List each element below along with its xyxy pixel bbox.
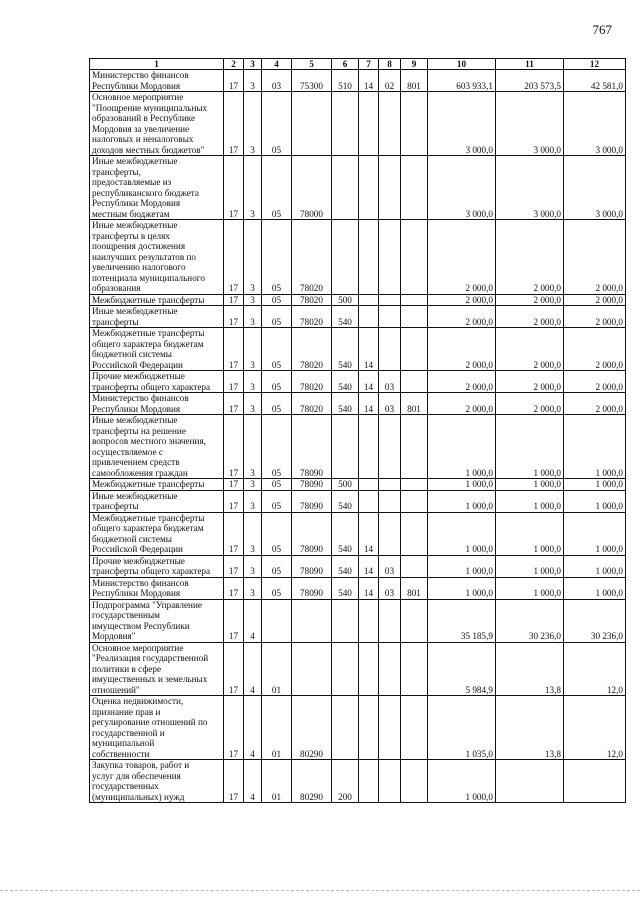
- page-number: 767: [592, 22, 612, 37]
- value-cell: [332, 220, 359, 295]
- value-cell: 500: [332, 294, 359, 306]
- table-row: [90, 371, 626, 393]
- value-cell: 5 984,9: [428, 642, 496, 696]
- value-cell: 1 000,0: [496, 490, 564, 512]
- value-cell: 78090: [292, 479, 332, 491]
- value-cell: 1 000,0: [428, 490, 496, 512]
- value-cell: 1 000,0: [564, 512, 626, 555]
- value-cell: 14: [359, 393, 379, 415]
- value-cell: 2 000,0: [564, 371, 626, 393]
- value-cell: 02: [379, 70, 401, 92]
- value-cell: [401, 92, 428, 156]
- table-row: [90, 306, 626, 328]
- value-cell: [401, 490, 428, 512]
- header-cell: 7: [359, 59, 379, 70]
- header-cell: 9: [401, 59, 428, 70]
- value-cell: 2 000,0: [428, 294, 496, 306]
- value-cell: 1 000,0: [428, 415, 496, 479]
- value-cell: 05: [262, 371, 292, 393]
- value-cell: 1 000,0: [496, 512, 564, 555]
- value-cell: 3: [244, 512, 262, 555]
- value-cell: 01: [262, 696, 292, 760]
- header-cell: 8: [379, 59, 401, 70]
- row-name-cell: Основное мероприятие "Реализация государственной политики в сфере имущественных и земельных отношений": [90, 642, 224, 696]
- value-cell: [359, 479, 379, 491]
- value-cell: 78020: [292, 393, 332, 415]
- header-cell: 3: [244, 59, 262, 70]
- value-cell: [359, 642, 379, 696]
- value-cell: [401, 294, 428, 306]
- value-cell: 17: [224, 70, 244, 92]
- value-cell: [401, 156, 428, 220]
- value-cell: 13,8: [496, 696, 564, 760]
- value-cell: [359, 92, 379, 156]
- value-cell: 3: [244, 156, 262, 220]
- value-cell: [379, 220, 401, 295]
- value-cell: 05: [262, 156, 292, 220]
- value-cell: [401, 555, 428, 577]
- table-row: [90, 512, 626, 555]
- value-cell: 3: [244, 371, 262, 393]
- value-cell: 801: [401, 577, 428, 599]
- table-row: [90, 415, 626, 479]
- value-cell: 05: [262, 555, 292, 577]
- value-cell: 3: [244, 306, 262, 328]
- header-cell: 12: [564, 59, 626, 70]
- row-name-cell: Иные межбюджетные трансферты, предоставляемые из республиканского бюджета Республики Мордовия местным бюджетам: [90, 156, 224, 220]
- row-name-cell: Межбюджетные трансферты: [90, 294, 224, 306]
- value-cell: 17: [224, 577, 244, 599]
- value-cell: 78020: [292, 371, 332, 393]
- value-cell: 78090: [292, 512, 332, 555]
- value-cell: 17: [224, 306, 244, 328]
- value-cell: 2 000,0: [428, 371, 496, 393]
- value-cell: 05: [262, 92, 292, 156]
- value-cell: 2 000,0: [564, 393, 626, 415]
- row-name-cell: Иные межбюджетные трансферты: [90, 306, 224, 328]
- value-cell: 14: [359, 512, 379, 555]
- value-cell: [292, 642, 332, 696]
- value-cell: [379, 306, 401, 328]
- value-cell: [379, 490, 401, 512]
- table-row: [90, 294, 626, 306]
- row-name-cell: Закупка товаров, работ и услуг для обеспечения государственных (муниципальных) нужд: [90, 760, 224, 803]
- header-cell: 2: [224, 59, 244, 70]
- row-name-cell: Межбюджетные трансферты общего характера бюджетам бюджетной системы Российской Федерации: [90, 512, 224, 555]
- value-cell: [401, 599, 428, 642]
- value-cell: 2 000,0: [496, 294, 564, 306]
- value-cell: 17: [224, 490, 244, 512]
- value-cell: 05: [262, 512, 292, 555]
- value-cell: [379, 328, 401, 371]
- value-cell: 1 000,0: [428, 512, 496, 555]
- value-cell: 17: [224, 479, 244, 491]
- value-cell: 4: [244, 599, 262, 642]
- value-cell: [292, 599, 332, 642]
- value-cell: [359, 760, 379, 803]
- value-cell: 2 000,0: [428, 393, 496, 415]
- value-cell: [401, 696, 428, 760]
- table-row: [90, 328, 626, 371]
- value-cell: 3 000,0: [564, 156, 626, 220]
- value-cell: 2 000,0: [428, 306, 496, 328]
- row-name-cell: Прочие межбюджетные трансферты общего характера: [90, 555, 224, 577]
- value-cell: 80290: [292, 696, 332, 760]
- row-name-cell: Министерство финансов Республики Мордовия: [90, 70, 224, 92]
- table-row: [90, 760, 626, 803]
- value-cell: 540: [332, 512, 359, 555]
- budget-table: [89, 58, 626, 803]
- value-cell: 1 000,0: [564, 555, 626, 577]
- table-row: [90, 555, 626, 577]
- value-cell: [564, 760, 626, 803]
- value-cell: 2 000,0: [564, 294, 626, 306]
- value-cell: 17: [224, 555, 244, 577]
- table-row: [90, 156, 626, 220]
- value-cell: 540: [332, 328, 359, 371]
- value-cell: 12,0: [564, 642, 626, 696]
- value-cell: 1 000,0: [564, 577, 626, 599]
- value-cell: [359, 294, 379, 306]
- value-cell: 78020: [292, 220, 332, 295]
- table-row: [90, 599, 626, 642]
- value-cell: [401, 479, 428, 491]
- value-cell: 1 000,0: [496, 479, 564, 491]
- value-cell: [262, 599, 292, 642]
- value-cell: 05: [262, 415, 292, 479]
- value-cell: 17: [224, 156, 244, 220]
- value-cell: [379, 760, 401, 803]
- value-cell: [379, 696, 401, 760]
- value-cell: [332, 599, 359, 642]
- value-cell: 1 000,0: [428, 577, 496, 599]
- table-row: [90, 393, 626, 415]
- value-cell: [359, 156, 379, 220]
- value-cell: 203 573,5: [496, 70, 564, 92]
- value-cell: 540: [332, 306, 359, 328]
- value-cell: 30 236,0: [564, 599, 626, 642]
- table-row: [90, 220, 626, 295]
- value-cell: 510: [332, 70, 359, 92]
- value-cell: 35 185,9: [428, 599, 496, 642]
- value-cell: 603 933,1: [428, 70, 496, 92]
- value-cell: 2 000,0: [496, 371, 564, 393]
- value-cell: 75300: [292, 70, 332, 92]
- value-cell: 3: [244, 490, 262, 512]
- value-cell: 1 035,0: [428, 696, 496, 760]
- value-cell: 78090: [292, 577, 332, 599]
- value-cell: [359, 220, 379, 295]
- value-cell: 3: [244, 328, 262, 371]
- value-cell: 1 000,0: [564, 415, 626, 479]
- value-cell: 1 000,0: [428, 760, 496, 803]
- value-cell: 03: [379, 371, 401, 393]
- value-cell: 78020: [292, 294, 332, 306]
- row-name-cell: Иные межбюджетные трансферты в целях поощрения достижения наилучших результатов по увеличению налогового потенциала муниципального образования: [90, 220, 224, 295]
- value-cell: 78000: [292, 156, 332, 220]
- row-name-cell: Иные межбюджетные трансферты на решение вопросов местного значения, осуществляемое с привлечением средств самообложения граждан: [90, 415, 224, 479]
- value-cell: 500: [332, 479, 359, 491]
- value-cell: 540: [332, 371, 359, 393]
- value-cell: 17: [224, 642, 244, 696]
- scan-edge-line: [0, 890, 640, 892]
- table-row: [90, 696, 626, 760]
- value-cell: 78090: [292, 415, 332, 479]
- value-cell: 17: [224, 512, 244, 555]
- value-cell: [496, 760, 564, 803]
- value-cell: [359, 696, 379, 760]
- value-cell: 1 000,0: [564, 490, 626, 512]
- value-cell: 2 000,0: [564, 306, 626, 328]
- value-cell: [379, 479, 401, 491]
- value-cell: [359, 415, 379, 479]
- value-cell: 42 581,0: [564, 70, 626, 92]
- table-row: [90, 490, 626, 512]
- value-cell: [401, 306, 428, 328]
- table-row: [90, 92, 626, 156]
- value-cell: [401, 415, 428, 479]
- value-cell: 05: [262, 294, 292, 306]
- table-row: [90, 70, 626, 92]
- row-name-cell: Подпрограмма "Управление государственным имуществом Республики Мордовия": [90, 599, 224, 642]
- value-cell: [332, 92, 359, 156]
- value-cell: 17: [224, 294, 244, 306]
- row-name-cell: Основное мероприятие "Поощрение муниципальных образований в Республике Мордовия за увеличение налоговых и неналоговых доходов местных бюджетов": [90, 92, 224, 156]
- value-cell: [401, 220, 428, 295]
- value-cell: [332, 415, 359, 479]
- value-cell: 3: [244, 220, 262, 295]
- value-cell: 17: [224, 415, 244, 479]
- value-cell: 2 000,0: [428, 220, 496, 295]
- value-cell: 200: [332, 760, 359, 803]
- value-cell: 3 000,0: [564, 92, 626, 156]
- value-cell: [401, 328, 428, 371]
- value-cell: 540: [332, 393, 359, 415]
- value-cell: 3: [244, 70, 262, 92]
- table-body: [90, 70, 626, 803]
- value-cell: 05: [262, 220, 292, 295]
- value-cell: 2 000,0: [428, 328, 496, 371]
- value-cell: [379, 599, 401, 642]
- value-cell: 1 000,0: [496, 415, 564, 479]
- value-cell: 540: [332, 577, 359, 599]
- table-row: [90, 577, 626, 599]
- header-cell: 6: [332, 59, 359, 70]
- value-cell: 3: [244, 577, 262, 599]
- value-cell: 3 000,0: [496, 156, 564, 220]
- value-cell: 17: [224, 599, 244, 642]
- value-cell: 05: [262, 306, 292, 328]
- value-cell: [379, 512, 401, 555]
- value-cell: 14: [359, 70, 379, 92]
- value-cell: 17: [224, 328, 244, 371]
- value-cell: 2 000,0: [496, 393, 564, 415]
- value-cell: [401, 760, 428, 803]
- table-row: [90, 642, 626, 696]
- value-cell: 3: [244, 393, 262, 415]
- value-cell: 05: [262, 577, 292, 599]
- value-cell: 01: [262, 760, 292, 803]
- row-name-cell: Межбюджетные трансферты общего характера бюджетам бюджетной системы Российской Федерации: [90, 328, 224, 371]
- value-cell: [332, 642, 359, 696]
- value-cell: 4: [244, 760, 262, 803]
- value-cell: 03: [262, 70, 292, 92]
- header-row: [90, 59, 626, 70]
- value-cell: 2 000,0: [496, 328, 564, 371]
- value-cell: 3: [244, 294, 262, 306]
- value-cell: [379, 642, 401, 696]
- value-cell: 13,8: [496, 642, 564, 696]
- value-cell: 05: [262, 479, 292, 491]
- value-cell: 3: [244, 479, 262, 491]
- row-name-cell: Министерство финансов Республики Мордовия: [90, 577, 224, 599]
- value-cell: 1 000,0: [564, 479, 626, 491]
- value-cell: 17: [224, 371, 244, 393]
- value-cell: 17: [224, 220, 244, 295]
- header-cell: 4: [262, 59, 292, 70]
- value-cell: [379, 92, 401, 156]
- value-cell: 12,0: [564, 696, 626, 760]
- row-name-cell: Оценка недвижимости, признание прав и регулирование отношений по государственной и муниципальной собственности: [90, 696, 224, 760]
- row-name-cell: Иные межбюджетные трансферты: [90, 490, 224, 512]
- value-cell: 17: [224, 393, 244, 415]
- value-cell: 3 000,0: [428, 156, 496, 220]
- value-cell: 30 236,0: [496, 599, 564, 642]
- value-cell: [359, 306, 379, 328]
- value-cell: [359, 490, 379, 512]
- value-cell: 78020: [292, 306, 332, 328]
- header-cell: 11: [496, 59, 564, 70]
- value-cell: 1 000,0: [496, 555, 564, 577]
- value-cell: 2 000,0: [496, 306, 564, 328]
- value-cell: 2 000,0: [564, 328, 626, 371]
- value-cell: 03: [379, 393, 401, 415]
- value-cell: 3 000,0: [496, 92, 564, 156]
- header-cell: 1: [90, 59, 224, 70]
- value-cell: [379, 156, 401, 220]
- value-cell: 14: [359, 328, 379, 371]
- value-cell: 03: [379, 577, 401, 599]
- value-cell: [379, 415, 401, 479]
- value-cell: 3: [244, 92, 262, 156]
- value-cell: 2 000,0: [496, 220, 564, 295]
- value-cell: 3: [244, 555, 262, 577]
- value-cell: [401, 642, 428, 696]
- value-cell: 14: [359, 577, 379, 599]
- value-cell: 540: [332, 490, 359, 512]
- value-cell: 3: [244, 415, 262, 479]
- row-name-cell: Межбюджетные трансферты: [90, 479, 224, 491]
- value-cell: 4: [244, 642, 262, 696]
- value-cell: 78090: [292, 555, 332, 577]
- value-cell: 78020: [292, 328, 332, 371]
- value-cell: 17: [224, 696, 244, 760]
- value-cell: 17: [224, 760, 244, 803]
- value-cell: 540: [332, 555, 359, 577]
- value-cell: [332, 696, 359, 760]
- value-cell: 3 000,0: [428, 92, 496, 156]
- value-cell: 01: [262, 642, 292, 696]
- value-cell: 14: [359, 371, 379, 393]
- row-name-cell: Прочие межбюджетные трансферты общего характера: [90, 371, 224, 393]
- header-cell: 5: [292, 59, 332, 70]
- value-cell: 05: [262, 490, 292, 512]
- value-cell: [332, 156, 359, 220]
- value-cell: [401, 371, 428, 393]
- value-cell: 78090: [292, 490, 332, 512]
- value-cell: 801: [401, 70, 428, 92]
- value-cell: [379, 294, 401, 306]
- value-cell: 4: [244, 696, 262, 760]
- value-cell: 1 000,0: [496, 577, 564, 599]
- table-row: [90, 479, 626, 491]
- value-cell: 05: [262, 393, 292, 415]
- header-cell: 10: [428, 59, 496, 70]
- value-cell: 03: [379, 555, 401, 577]
- value-cell: [359, 599, 379, 642]
- row-name-cell: Министерство финансов Республики Мордовия: [90, 393, 224, 415]
- value-cell: 05: [262, 328, 292, 371]
- value-cell: [292, 92, 332, 156]
- value-cell: 14: [359, 555, 379, 577]
- value-cell: 2 000,0: [564, 220, 626, 295]
- value-cell: [401, 512, 428, 555]
- value-cell: 80290: [292, 760, 332, 803]
- value-cell: 17: [224, 92, 244, 156]
- value-cell: 1 000,0: [428, 479, 496, 491]
- value-cell: 1 000,0: [428, 555, 496, 577]
- value-cell: 801: [401, 393, 428, 415]
